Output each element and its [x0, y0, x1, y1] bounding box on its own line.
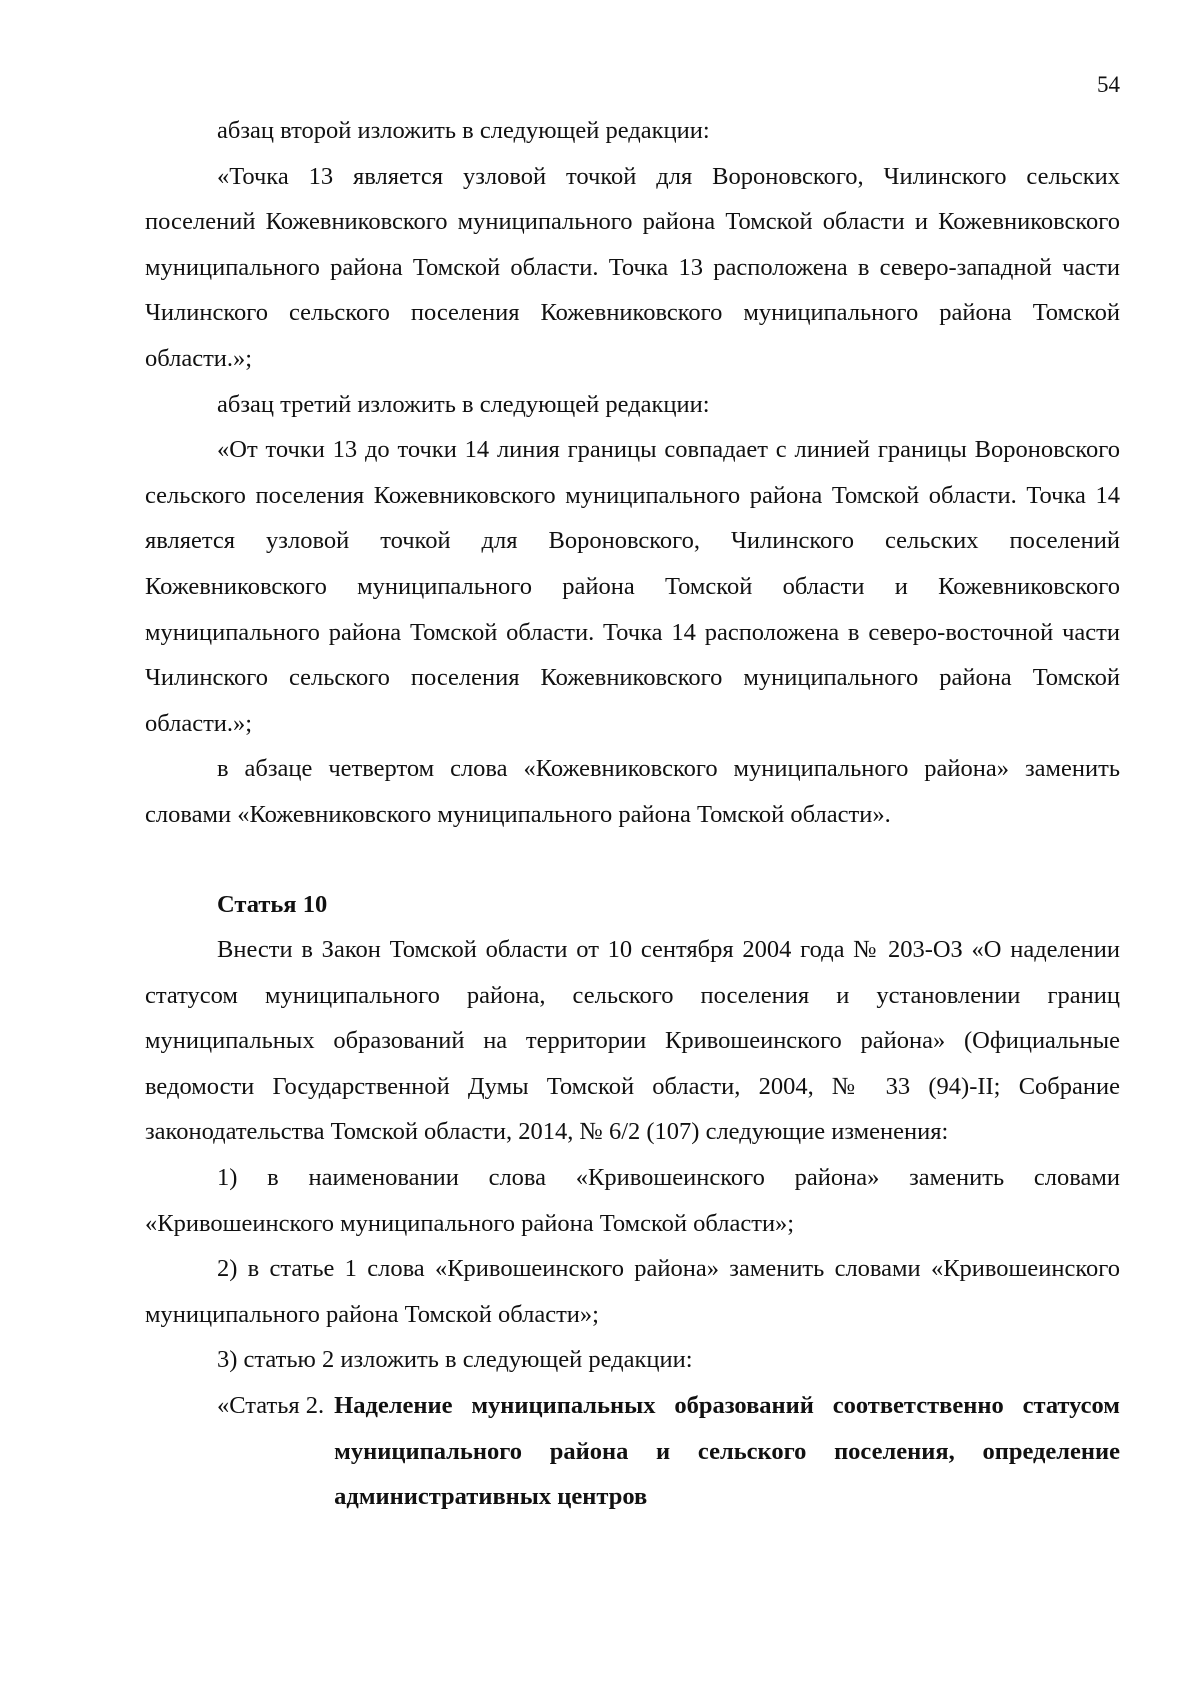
article-2-title: Наделение муниципальных образований соответственно статусом муниципального района и сельского поселения, определение административных центров	[334, 1392, 1120, 1511]
paragraph: «Точка 13 является узловой точкой для Вороновского, Чилинского сельских поселений Кожевниковского муниципального района Томской области и Кожевниковского муниципального района Томской области. Точка 13 расположена в северо-западной части Чилинского сельского поселения Кожевниковского муниципального района Томской области.»;	[145, 162, 1120, 372]
page-number: 54	[1097, 72, 1120, 97]
article-2-title-block	[145, 1383, 1120, 1520]
paragraph: абзац третий изложить в следующей редакции:	[217, 390, 710, 418]
paragraph: 3) статью 2 изложить в следующей редакции:	[217, 1346, 693, 1374]
article-2-label: «Статья 2.	[217, 1392, 325, 1420]
document-body	[145, 108, 1120, 1520]
paragraph: абзац второй изложить в следующей редакции:	[217, 117, 710, 144]
paragraph: 1) в наименовании слова «Кривошеинского района» заменить словами «Кривошеинского муниципального района Томской области»;	[145, 1164, 1120, 1237]
paragraph: «От точки 13 до точки 14 линия границы совпадает с линией границы Вороновского сельского поселения Кожевниковского муниципального района Томской области. Точка 14 является узловой точкой для Вороновского, Чилинского сельских поселений Кожевниковского муниципального района Томской области и Кожевниковского муниципального района Томской области. Точка 14 расположена в северо-восточной части Чилинского сельского поселения Кожевниковского муниципального района Томской области.»;	[145, 436, 1120, 737]
paragraph: Внести в Закон Томской области от 10 сентября 2004 года № 203-ОЗ «О наделении статусом муниципального района, сельского поселения и установлении границ муниципальных образований на территории Кривошеинского района» (Официальные ведомости Государственной Думы Томской области, 2004, № 33 (94)-II; Собрание законодательства Томской области, 2014, № 6/2 (107) следующие изменения:	[145, 936, 1120, 1146]
article-heading: Статья 10	[217, 890, 328, 918]
paragraph: в абзаце четвертом слова «Кожевниковского муниципального района» заменить словами «Кожевниковского муниципального района Томской области».	[145, 755, 1120, 828]
paragraph: 2) в статье 1 слова «Кривошеинского района» заменить словами «Кривошеинского муниципального района Томской области»;	[145, 1255, 1120, 1328]
